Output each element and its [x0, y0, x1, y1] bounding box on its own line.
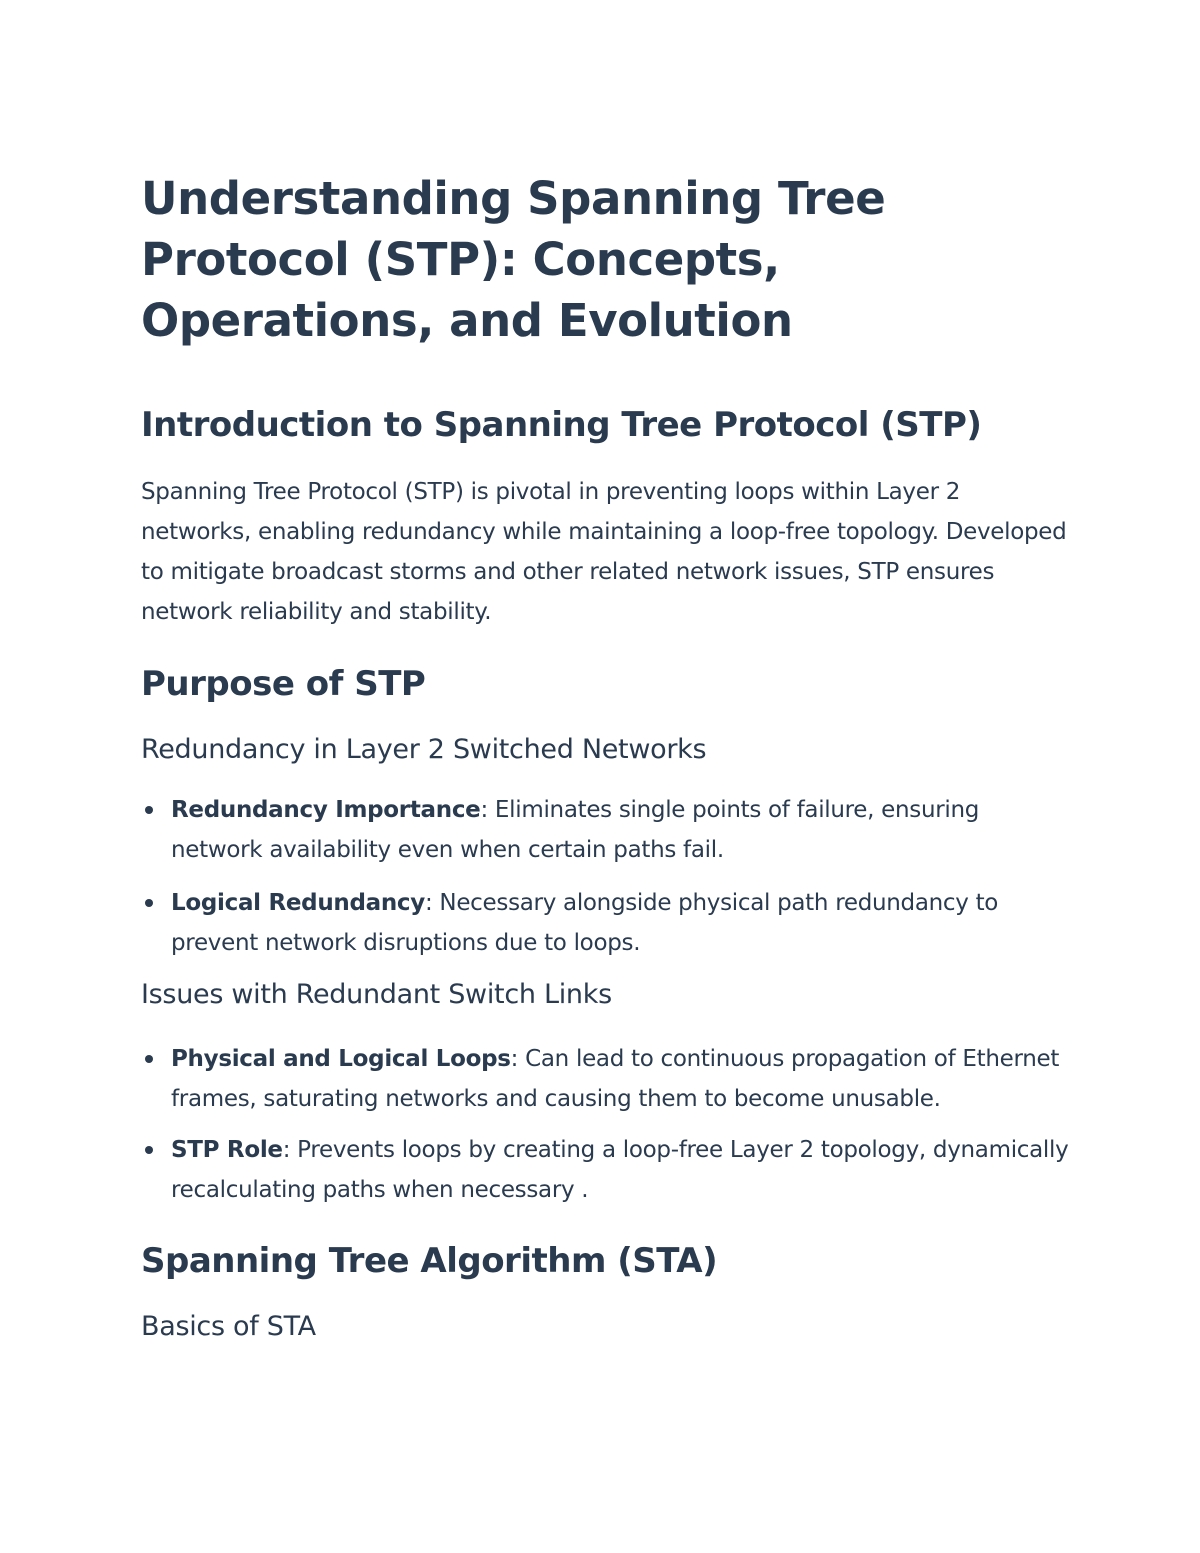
list-item-term: Redundancy Importance	[171, 797, 481, 823]
list-item-text: : Eliminates single points of failure, ensuring network availability even when certain paths fail.	[171, 797, 980, 863]
list-item-text: : Can lead to continuous propagation of Ethernet frames, saturating networks and causing them to become unusable.	[171, 1046, 1060, 1112]
subheading-issues: Issues with Redundant Switch Links	[141, 979, 612, 1010]
bullet-icon	[145, 1055, 153, 1063]
list-item	[141, 883, 1071, 963]
section-heading-sta: Spanning Tree Algorithm (STA)	[141, 1241, 718, 1281]
issues-list	[141, 1039, 1071, 1210]
subheading-redundancy: Redundancy in Layer 2 Switched Networks	[141, 734, 707, 765]
bullet-icon	[145, 1146, 153, 1154]
section-heading-purpose: Purpose of STP	[141, 664, 426, 704]
redundancy-list	[141, 790, 1071, 963]
bullet-icon	[145, 806, 153, 814]
list-item	[141, 1039, 1071, 1119]
bullet-icon	[145, 899, 153, 907]
list-item-text: : Necessary alongside physical path redundancy to prevent network disruptions due to loops.	[171, 890, 999, 956]
list-item-text: : Prevents loops by creating a loop-free Layer 2 topology, dynamically recalculating paths when necessary .	[171, 1137, 1069, 1203]
subheading-sta-basics: Basics of STA	[141, 1311, 316, 1342]
list-item-term: Physical and Logical Loops	[171, 1046, 511, 1072]
document-title: Understanding Spanning Tree Protocol (STP): Concepts, Operations, and Evolution	[141, 172, 886, 347]
list-item-term: Logical Redundancy	[171, 890, 425, 916]
document-page	[141, 168, 1071, 1346]
list-item	[141, 790, 1071, 870]
section-heading-introduction: Introduction to Spanning Tree Protocol (STP)	[141, 405, 982, 445]
introduction-paragraph: Spanning Tree Protocol (STP) is pivotal in preventing loops within Layer 2 networks, enabling redundancy while maintaining a loop-free topology. Developed to mitigate broadcast storms and other related network issues, STP ensures network reliability and stability.	[141, 479, 1067, 625]
list-item-term: STP Role	[171, 1137, 283, 1163]
list-item	[141, 1130, 1071, 1210]
